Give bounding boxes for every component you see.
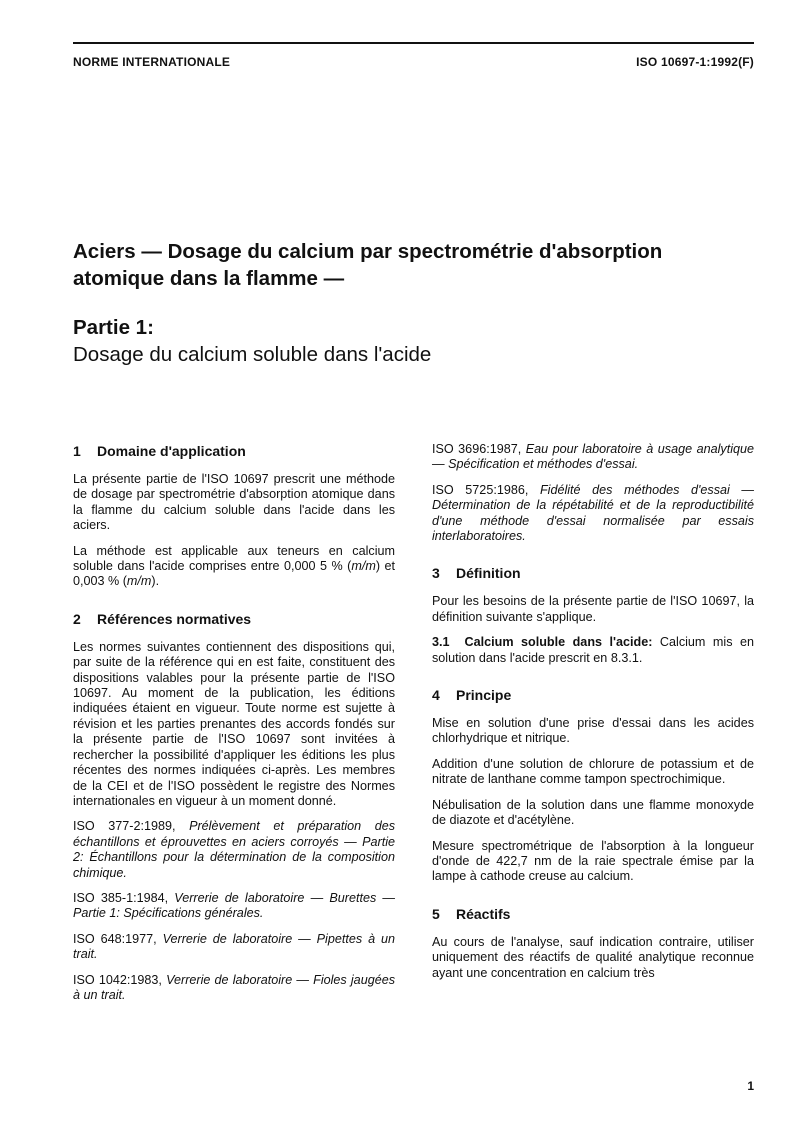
paragraph: La présente partie de l'ISO 10697 prescrit une méthode de dosage par spectrométrie d'absorption atomique dans la flamme du calcium soluble dans l'acide dans les aciers. (73, 472, 395, 533)
header-rule (73, 42, 754, 44)
section-heading: 3 Définition (432, 565, 521, 582)
reference-item: ISO 5725:1986, Fidélité des méthodes d'essai — Détermination de la répétabilité et de la reproductibilité d'une méthode d'essai normalisée par essais interlaboratoires. (432, 482, 754, 544)
paragraph: La méthode est applicable aux teneurs en calcium soluble dans l'acide comprises entre 0,000 5 % (m/m) et 0,003 % (m/m). (73, 543, 395, 589)
part-title: Dosage du calcium soluble dans l'acide (73, 343, 432, 366)
right-column (432, 442, 754, 1001)
section-5 (432, 905, 754, 981)
paragraph: Mise en solution d'une prise d'essai dans les acides chlorhydrique et nitrique. (432, 716, 754, 746)
section-heading: 5 Réactifs (432, 905, 511, 922)
reference-item: ISO 3696:1987, Eau pour laboratoire à usage analytique — Spécification et méthodes d'essai. (432, 442, 755, 472)
reference-item: ISO 377-2:1989, Prélèvement et préparation des échantillons et éprouvettes en aciers corroyés — Partie 2: Échantillons pour la détermination de la composition chimique. (73, 819, 396, 880)
paragraph: Nébulisation de la solution dans une flamme monoxyde de diazote et d'acétylène. (432, 797, 754, 828)
section-2 (73, 610, 395, 1004)
paragraph: Pour les besoins de la présente partie de l'ISO 10697, la définition suivante s'applique. (432, 594, 754, 624)
section-3 (432, 564, 754, 666)
page-number: 1 (747, 1079, 754, 1093)
section-heading: 2 Références normatives (73, 610, 252, 627)
section-heading: 4 Principe (432, 687, 512, 704)
doc-type-label: NORME INTERNATIONALE (73, 55, 231, 69)
paragraph: Au cours de l'analyse, sauf indication contraire, utiliser uniquement des réactifs de qualité analytique reconnue ayant une concentration en calcium très (432, 934, 754, 980)
part-label: Partie 1: (73, 316, 154, 339)
paragraph: Mesure spectrométrique de l'absorption à la longueur d'onde de 422,7 nm de la raie spectrale émise par la lampe à cathode creuse au calcium. (432, 838, 754, 884)
reference-item: ISO 385-1:1984, Verrerie de laboratoire — Burettes — Partie 1: Spécifications générales. (73, 890, 396, 921)
section-4 (432, 686, 754, 885)
paragraph: Les normes suivantes contiennent des dispositions qui, par suite de la référence qui en est faite, constituent des dispositions valables pour la présente partie de l'ISO 10697. Au moment de la publication, les éditions indiquées étaient en vigueur. Toute norme est sujette à révision et les parties prenantes des accords fondés sur la présente partie de l'ISO 10697 sont invitées à rechercher la possibilité d'appliquer les éditions les plus récentes des normes indiquées ci-après. Les membres de la CEI et de l'ISO possèdent le registre des Normes internationales en vigueur à un moment donné. (73, 639, 395, 808)
section-1 (73, 442, 395, 590)
doc-reference: ISO 10697-1:1992(F) (636, 55, 754, 69)
paragraph: Addition d'une solution de chlorure de potassium et de nitrate de lanthane comme tampon spectrochimique. (432, 756, 754, 787)
left-column (73, 442, 395, 1023)
section-heading: 1 Domaine d'application (73, 443, 246, 459)
document-title: Aciers — Dosage du calcium par spectrométrie d'absorption atomique dans la flamme — (73, 240, 663, 290)
reference-item: ISO 1042:1983, Verrerie de laboratoire — Fioles jaugées à un trait. (73, 972, 396, 1002)
definition: 3.1 Calcium soluble dans l'acide: Calcium mis en solution dans l'acide prescrit en 8.3.1. (432, 635, 755, 665)
reference-item: ISO 648:1977, Verrerie de laboratoire — Pipettes à un trait. (73, 931, 395, 962)
